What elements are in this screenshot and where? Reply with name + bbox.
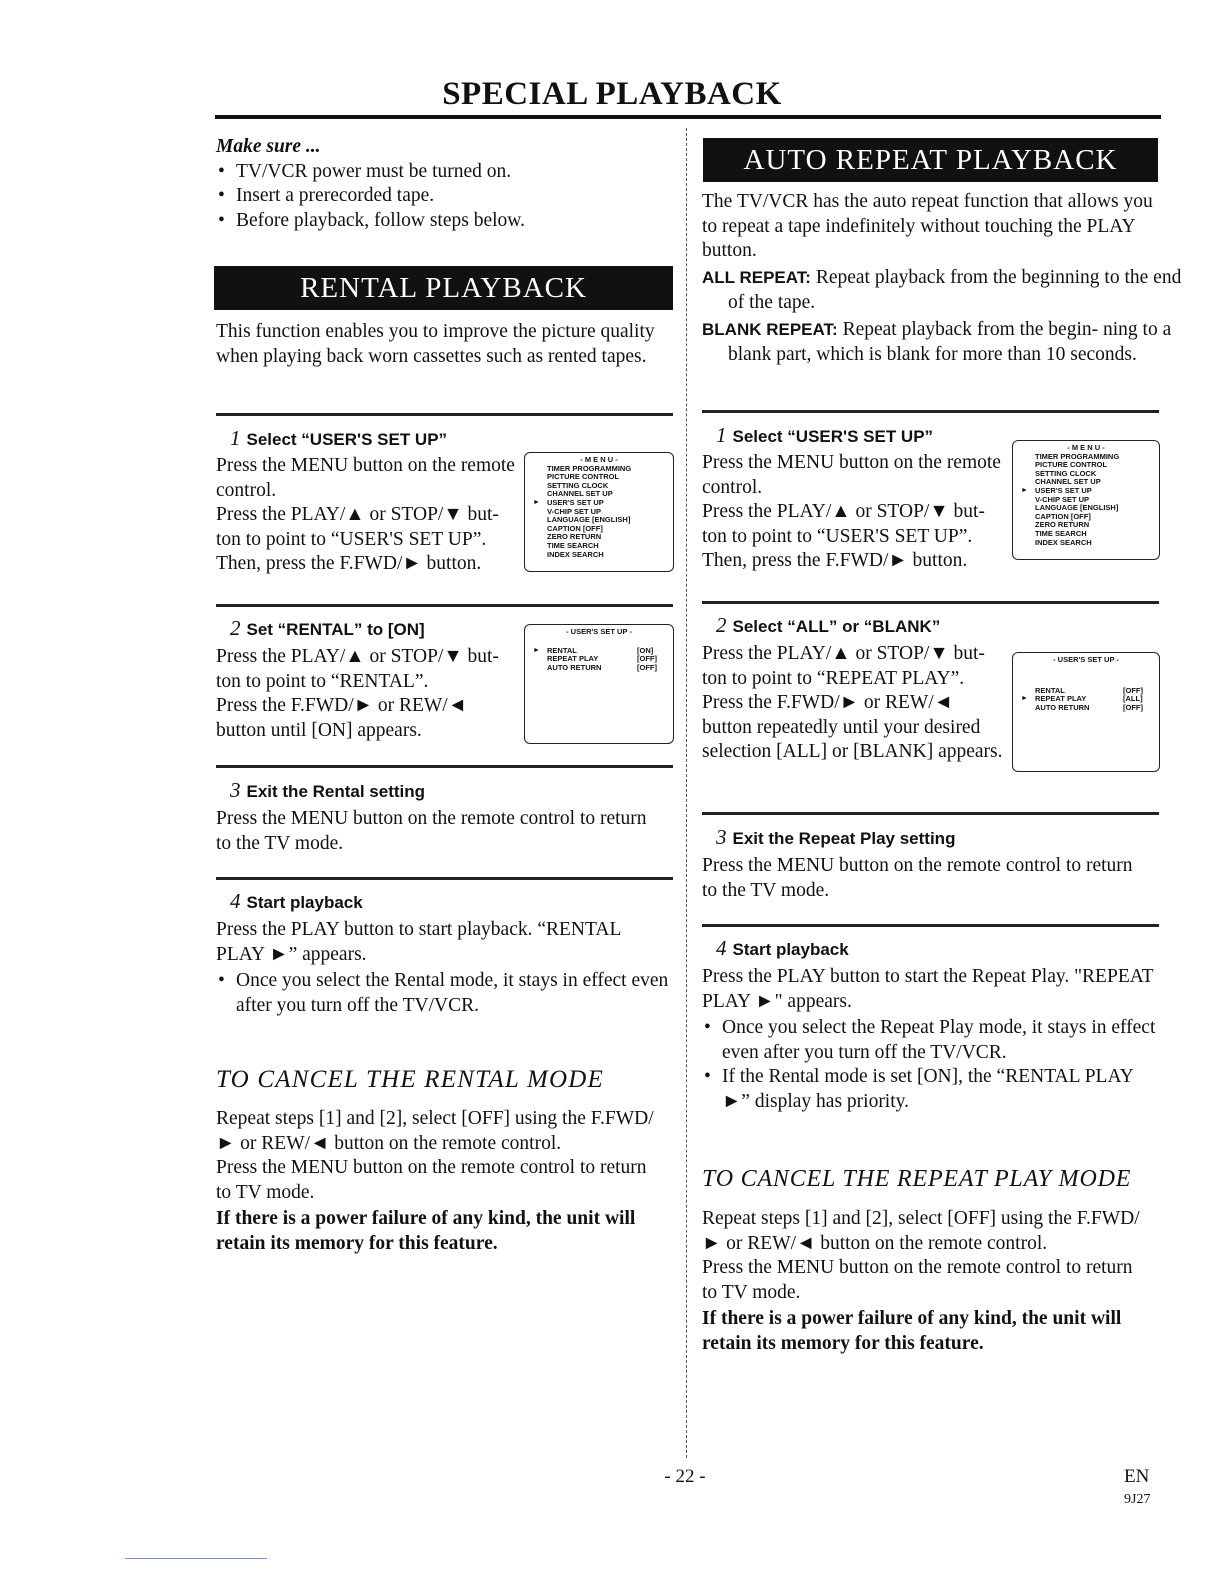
step-divider (216, 877, 673, 880)
setup-value: [OFF] (1123, 685, 1143, 695)
cancel-text: Press the MENU button on the remote control to return to TV mode. (702, 1257, 1133, 1303)
step-3-body: Press the MENU button on the remote control to return to the TV mode. (216, 808, 647, 854)
step-2-body (702, 642, 1007, 765)
setup-label: RENTAL (1035, 685, 1065, 695)
menu-item-selected: ► USER'S SET UP (525, 499, 673, 508)
step-text: Press the PLAY/▲ or STOP/▼ but- ton to point to “REPEAT PLAY”. (702, 643, 985, 689)
definition-text: Repeat playback from the begin- ning to a blank part, which is blank for more than 10 seconds. (728, 319, 1172, 365)
menu-item: INDEX SEARCH (1035, 537, 1092, 547)
menu-item: LANGUAGE [ENGLISH] (1035, 503, 1119, 513)
step-1-body (702, 451, 1007, 574)
step-number: 3 (230, 778, 241, 802)
step-text: Press the PLAY/▲ or STOP/▼ but- ton to point to “RENTAL”. (216, 646, 499, 692)
language-code: EN (1124, 1466, 1150, 1487)
step-4-body (702, 965, 1157, 1114)
step-number: 4 (230, 889, 241, 913)
menu-item: CHANNEL SET UP (547, 489, 613, 499)
menu-item: V-CHIP SET UP (1035, 494, 1090, 504)
step-divider (216, 765, 673, 768)
setup-value: [ON] (637, 645, 654, 655)
setup-value: [OFF] (1123, 702, 1143, 712)
step-1-body (216, 454, 521, 577)
step-divider (216, 413, 673, 416)
setup-row (1013, 704, 1159, 713)
column-divider (686, 128, 688, 1458)
step-3-heading (230, 778, 425, 803)
cancel-repeat-heading: TO CANCEL THE REPEAT PLAY MODE (702, 1166, 1132, 1192)
rental-playback-banner: RENTAL PLAYBACK (214, 266, 673, 310)
step-1-heading (230, 426, 447, 451)
step-1-heading (716, 423, 933, 448)
step-title: Select “USER'S SET UP” (246, 430, 448, 449)
menu-item-selected: ► USER'S SET UP (1013, 487, 1159, 496)
menu-item: CAPTION [OFF] (547, 523, 603, 533)
step-4-body (216, 918, 671, 1018)
step-text: Press the PLAY/▲ or STOP/▼ but- ton to point to “USER'S SET UP”. (216, 504, 499, 550)
cancel-rental-heading: TO CANCEL THE RENTAL MODE (216, 1066, 604, 1093)
step-2-heading (716, 613, 940, 638)
step-4-heading (716, 936, 849, 961)
screen-header: - M E N U - (580, 455, 618, 464)
step-divider (216, 604, 673, 607)
cancel-repeat-body (702, 1207, 1152, 1356)
setup-label: REPEAT PLAY (547, 654, 599, 664)
step-number: 1 (230, 426, 241, 450)
menu-item: TIMER PROGRAMMING (1035, 451, 1120, 461)
step-4-notes (216, 969, 671, 1018)
users-setup-screen-right (1012, 652, 1160, 772)
definition-text: Repeat playback from the beginning to the end of the tape. (728, 267, 1182, 313)
menu-item: SETTING CLOCK (547, 480, 609, 490)
step-3-heading (716, 825, 955, 850)
list-item: • Once you select the Repeat Play mode, it stays in effect even after you turn off the TV/VCR. (702, 1016, 1157, 1065)
page-number: - 22 - (664, 1466, 706, 1487)
menu-item: TIME SEARCH (547, 540, 599, 550)
screen-header: - M E N U - (1067, 443, 1105, 452)
menu-item: LANGUAGE [ENGLISH] (547, 515, 631, 525)
users-setup-screen-left (524, 624, 674, 744)
step-divider (702, 410, 1159, 413)
menu-screen (524, 452, 674, 572)
screen-header: - USER'S SET UP - (1053, 655, 1119, 664)
setup-label: AUTO RETURN (547, 662, 602, 672)
step-2-heading (230, 616, 425, 641)
step-text: Press the MENU button on the remote control. (702, 452, 1001, 498)
step-title: Exit the Rental setting (246, 782, 426, 801)
step-text: Press the PLAY/▲ or STOP/▼ but- ton to point to “USER'S SET UP”. (702, 501, 985, 547)
step-title: Set “RENTAL” to [ON] (246, 620, 425, 639)
menu-item: PICTURE CONTROL (547, 472, 620, 482)
menu-item: CAPTION [OFF] (1035, 511, 1091, 521)
footer-line (125, 1558, 267, 1559)
definition-term: ALL REPEAT: (702, 268, 811, 287)
menu-item: TIMER PROGRAMMING (547, 463, 632, 473)
step-number: 1 (716, 423, 727, 447)
setup-value: [ALL] (1123, 694, 1143, 704)
auto-repeat-banner: AUTO REPEAT PLAYBACK (703, 138, 1158, 182)
setup-row (525, 664, 673, 673)
step-divider (702, 812, 1159, 815)
menu-item: ZERO RETURN (1035, 520, 1090, 530)
step-number: 2 (230, 616, 241, 640)
all-repeat-definition (702, 266, 1186, 315)
auto-repeat-intro: The TV/VCR has the auto repeat function that allows you to repeat a tape indefinitely without touching the PLAY button. (702, 191, 1153, 261)
menu-item: V-CHIP SET UP (547, 506, 602, 516)
menu-item: PICTURE CONTROL (1035, 460, 1108, 470)
step-text: Then, press the F.FWD/► button. (216, 553, 482, 574)
page-title: SPECIAL PLAYBACK (442, 76, 782, 112)
step-title: Select “USER'S SET UP” (732, 427, 934, 446)
step-text: Press the F.FWD/► or REW/◄ button until [ON] appears. (216, 695, 467, 741)
step-text: Press the MENU button on the remote control. (216, 455, 515, 501)
step-title: Exit the Repeat Play setting (732, 829, 956, 848)
cancel-text: Press the MENU button on the remote control to return to TV mode. (216, 1157, 647, 1203)
setup-label: REPEAT PLAY (1035, 694, 1087, 704)
step-number: 3 (716, 825, 727, 849)
menu-item: INDEX SEARCH (547, 549, 604, 559)
step-2-body (216, 645, 521, 743)
list-item: • If the Rental mode is set [ON], the “RENTAL PLAY ►” display has priority. (702, 1065, 1157, 1114)
make-sure-label: Make sure ... (216, 136, 321, 157)
step-title: Start playback (732, 940, 849, 959)
make-sure-section (216, 135, 676, 233)
menu-item: CHANNEL SET UP (1035, 477, 1101, 487)
step-title: Select “ALL” or “BLANK” (732, 617, 941, 636)
step-text: Press the PLAY button to start the Repeat Play. "REPEAT PLAY ►" appears. (702, 966, 1154, 1012)
step-3-body: Press the MENU button on the remote control to return to the TV mode. (702, 855, 1133, 901)
step-text: Press the PLAY button to start playback. “RENTAL PLAY ►” appears. (216, 919, 621, 965)
list-item: • Before playback, follow steps below. (216, 209, 676, 234)
cancel-text: Repeat steps [1] and [2], select [OFF] using the F.FWD/► or REW/◄ button on the remote control. (216, 1108, 654, 1154)
cancel-rental-body (216, 1107, 666, 1256)
list-item: • TV/VCR power must be turned on. (216, 160, 676, 185)
title-rule (215, 115, 1161, 119)
step-4-heading (230, 889, 363, 914)
cancel-text: Repeat steps [1] and [2], select [OFF] using the F.FWD/► or REW/◄ button on the remote control. (702, 1208, 1140, 1254)
blank-repeat-definition (702, 318, 1186, 367)
make-sure-list (216, 160, 676, 234)
setup-value: [OFF] (637, 662, 657, 672)
definition-term: BLANK REPEAT: (702, 320, 838, 339)
step-text: Press the F.FWD/► or REW/◄ button repeatedly until your desired selection [ALL] or [BLANK] appears. (702, 692, 1003, 762)
step-number: 4 (716, 936, 727, 960)
setup-label: AUTO RETURN (1035, 702, 1090, 712)
setup-label: RENTAL (547, 645, 577, 655)
menu-item: ZERO RETURN (547, 532, 602, 542)
setup-value: [OFF] (637, 654, 657, 664)
step-title: Start playback (246, 893, 363, 912)
power-failure-note: If there is a power failure of any kind, the unit will retain its memory for this feature. (216, 1208, 636, 1254)
menu-item: SETTING CLOCK (1035, 468, 1097, 478)
power-failure-note: If there is a power failure of any kind, the unit will retain its memory for this feature. (702, 1308, 1122, 1354)
rental-intro: This function enables you to improve the picture quality when playing back worn cassettes such as rented tapes. (216, 321, 655, 367)
step-4-notes (702, 1016, 1157, 1114)
step-divider (702, 601, 1159, 604)
step-divider (702, 924, 1159, 927)
menu-item: TIME SEARCH (1035, 528, 1087, 538)
list-item: • Once you select the Rental mode, it stays in effect even after you turn off the TV/VCR. (216, 969, 671, 1018)
step-text: Then, press the F.FWD/► button. (702, 550, 968, 571)
list-item: • Insert a prerecorded tape. (216, 184, 676, 209)
document-code: 9J27 (1124, 1492, 1151, 1507)
menu-screen (1012, 440, 1160, 560)
screen-header: - USER'S SET UP - (566, 627, 632, 636)
step-number: 2 (716, 613, 727, 637)
